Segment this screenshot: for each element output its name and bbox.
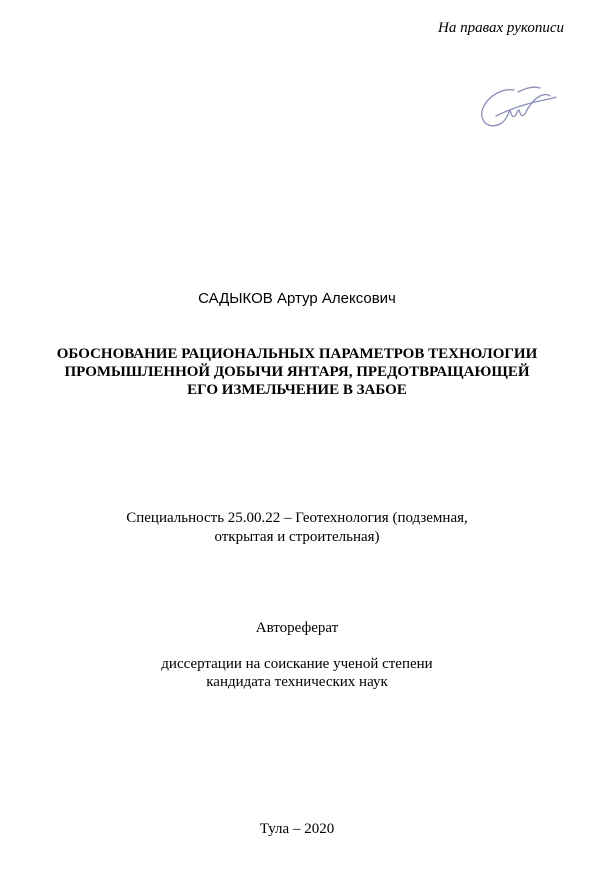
specialty-line: Специальность 25.00.22 – Геотехнология (подземная, — [126, 510, 468, 526]
document-type: Автореферат — [255, 620, 339, 636]
title-line: ПРОМЫШЛЕННОЙ ДОБЫЧИ ЯНТАРЯ, ПРЕДОТВРАЩАЮЩЕЙ — [64, 364, 530, 380]
title-line: ЕГО ИЗМЕЛЬЧЕНИЕ В ЗАБОЕ — [187, 382, 407, 398]
manuscript-note: На правах рукописи — [438, 20, 564, 36]
degree-line: диссертации на соискание ученой степени — [161, 656, 433, 672]
dissertation-title — [0, 345, 594, 399]
handwritten-signature — [474, 76, 558, 136]
degree-description — [0, 655, 594, 691]
author-name: САДЫКОВ Артур Алексович — [198, 290, 396, 307]
degree-line: кандидата технических наук — [206, 674, 388, 690]
city-year: Тула – 2020 — [259, 821, 335, 837]
specialty — [0, 509, 594, 547]
title-line: ОБОСНОВАНИЕ РАЦИОНАЛЬНЫХ ПАРАМЕТРОВ ТЕХНОЛОГИИ — [56, 346, 538, 362]
specialty-line: открытая и строительная) — [214, 529, 380, 545]
